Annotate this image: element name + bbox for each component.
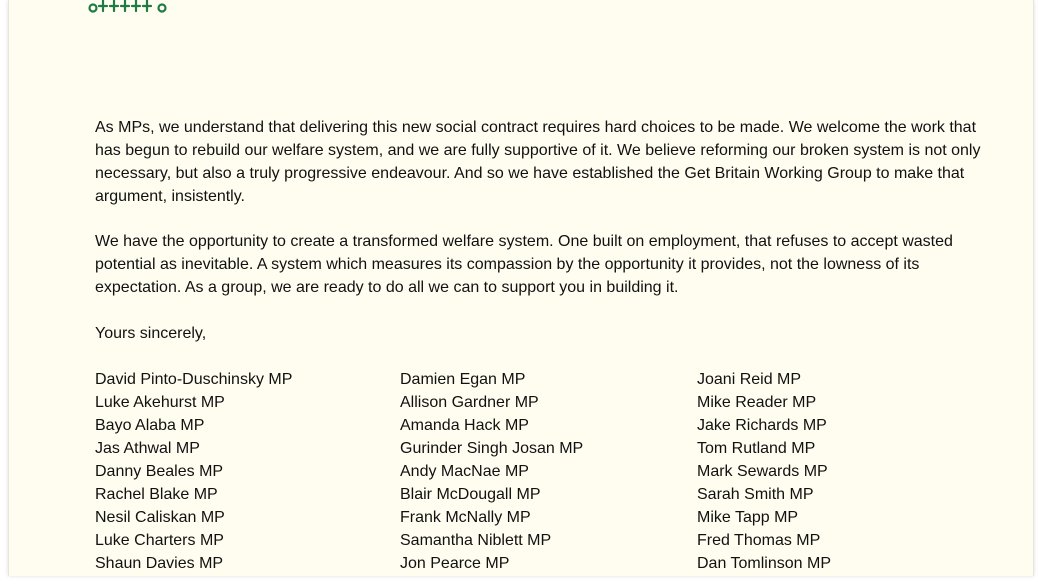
signatory-name: Amanda Hack MP <box>400 417 529 434</box>
signatory-name: Mark Sewards MP <box>697 463 828 480</box>
signatory-list <box>95 368 995 588</box>
signatory-name: Andy MacNae MP <box>400 463 529 480</box>
signatory-column-3 <box>697 368 831 575</box>
signatory-name: Allison Gardner MP <box>400 394 539 411</box>
signatory-name: Sarah Smith MP <box>697 486 814 503</box>
signatory-name: Mike Reader MP <box>697 394 817 411</box>
signatory-name: Joani Reid MP <box>697 371 802 388</box>
signatory-name: David Pinto-Duschinsky MP <box>95 371 293 388</box>
signatory-name: Damien Egan MP <box>400 371 526 388</box>
signatory-name: Jon Pearce MP <box>400 555 510 572</box>
signatory-name: Luke Charters MP <box>95 532 224 549</box>
letter-page <box>8 0 1034 576</box>
letter-paragraph: As MPs, we understand that delivering this new social contract requires hard choices to be made. We welcome the work that has begun to rebuild our welfare system, and we are fully supportive of it. We believe reforming our broken system is not only necessary, but also a truly progressive endeavour. And so we have established the Get Britain Working Group to make that argument, insistently. <box>95 119 981 205</box>
signatory-column-1 <box>95 368 292 575</box>
letter-paragraph: We have the opportunity to create a transformed welfare system. One built on employment, that refuses to accept wasted potential as inevitable. A system which measures its compassion by the opportunity it provides, not the lowness of its expectation. As a group, we are ready to do all we can to support you in building it. <box>95 233 953 296</box>
signatory-name: Samantha Niblett MP <box>400 532 552 549</box>
signatory-name: Dan Tomlinson MP <box>697 555 831 572</box>
signatory-name: Frank McNally MP <box>400 509 531 526</box>
signatory-name: Nesil Caliskan MP <box>95 509 225 526</box>
letter-closing: Yours sincerely, <box>95 325 207 342</box>
group-logo-icon <box>87 0 171 14</box>
signatory-name: Gurinder Singh Josan MP <box>400 440 584 457</box>
signatory-name: Bayo Alaba MP <box>95 417 205 434</box>
signatory-name: Jake Richards MP <box>697 417 827 434</box>
signatory-name: Shaun Davies MP <box>95 555 224 572</box>
signatory-column-2 <box>400 368 583 575</box>
signatory-name: Rachel Blake MP <box>95 486 218 503</box>
signatory-name: Danny Beales MP <box>95 463 224 480</box>
signatory-name: Mike Tapp MP <box>697 509 799 526</box>
signatory-name: Fred Thomas MP <box>697 532 821 549</box>
signatory-name: Jas Athwal MP <box>95 440 200 457</box>
signatory-name: Tom Rutland MP <box>697 440 816 457</box>
signatory-name: Luke Akehurst MP <box>95 394 225 411</box>
signatory-name: Blair McDougall MP <box>400 486 541 503</box>
